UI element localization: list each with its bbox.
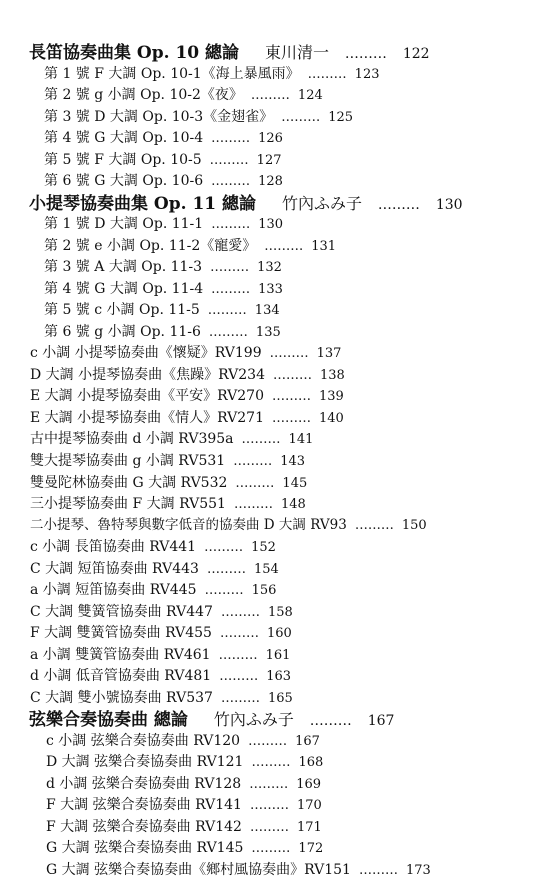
page-number: 138 <box>320 368 345 383</box>
toc-entry[interactable] <box>0 497 560 511</box>
entry-title: c 小調 弦樂合奏協奏曲 RV120 <box>46 733 241 749</box>
entry-title: 雙大提琴協奏曲 g 小調 RV531 <box>30 453 226 469</box>
page-number: 131 <box>311 239 337 254</box>
entry-title: G 大調 弦樂合奏協奏曲《鄉村風協奏曲》RV151 <box>46 862 351 878</box>
page-number: 143 <box>280 454 306 469</box>
page-number: 173 <box>405 863 431 878</box>
entry-title: 第 6 號 g 小調 Op. 11-6 <box>44 324 201 340</box>
leader-dots: ……… <box>249 820 289 835</box>
leader-dots: ……… <box>307 67 347 82</box>
page-number: 158 <box>267 605 293 620</box>
toc-entry[interactable] <box>0 540 560 554</box>
page-number: 127 <box>256 153 282 168</box>
entry-title: D 大調 小提琴協奏曲《焦躁》RV234 <box>30 367 265 383</box>
toc-entry[interactable] <box>0 863 560 877</box>
page-number: 170 <box>296 798 322 813</box>
leader-dots: ……… <box>250 88 290 103</box>
page-number: 156 <box>251 583 277 598</box>
entry-title: G 大調 弦樂合奏協奏曲 RV145 <box>46 840 244 856</box>
toc-entry[interactable] <box>0 325 560 339</box>
toc-entry[interactable] <box>0 777 560 791</box>
page-number: 167 <box>367 713 395 729</box>
toc-entry[interactable] <box>0 820 560 834</box>
page-number: 167 <box>295 734 320 749</box>
toc-entry[interactable] <box>0 626 560 640</box>
section-author: 竹內ふみ子 <box>213 710 294 729</box>
entry-title: 第 2 號 e 小調 Op. 11-2《寵愛》 <box>44 238 257 254</box>
section-author: 東川清一 <box>264 43 329 62</box>
page-number: 168 <box>298 755 324 770</box>
leader-dots: ……… <box>344 46 387 62</box>
toc-entry[interactable] <box>0 476 560 490</box>
page-number: 139 <box>319 389 344 404</box>
leader-dots: ……… <box>273 368 312 383</box>
leader-dots: ……… <box>207 303 247 318</box>
entry-title: 第 1 號 D 大調 Op. 11-1 <box>44 216 204 232</box>
leader-dots: ……… <box>272 411 311 426</box>
leader-dots: ……… <box>251 755 291 770</box>
toc-entry[interactable] <box>0 131 560 145</box>
entry-title: 第 2 號 g 小調 Op. 10-2《夜》 <box>44 87 243 103</box>
section-title: 長笛協奏曲集 Op. 10 總論 <box>29 43 240 63</box>
toc-entry[interactable] <box>0 519 560 533</box>
page-number: 148 <box>280 497 306 512</box>
entry-title: F 大調 雙簧管協奏曲 RV455 <box>30 625 212 641</box>
leader-dots: ……… <box>211 217 251 232</box>
toc-entry[interactable] <box>0 411 560 425</box>
leader-dots: ……… <box>377 197 420 213</box>
entry-title: 第 6 號 G 大調 Op. 10-6 <box>44 173 204 189</box>
toc-entry[interactable] <box>0 303 560 317</box>
toc-entry[interactable] <box>0 841 560 855</box>
entry-title: 三小提琴協奏曲 F 大調 RV551 <box>30 496 226 512</box>
leader-dots: ……… <box>218 648 258 663</box>
page-number: 172 <box>298 841 324 856</box>
page-number: 123 <box>354 67 380 82</box>
entry-title: 雙曼陀林協奏曲 G 大調 RV532 <box>30 475 228 491</box>
toc-entry[interactable] <box>0 562 560 576</box>
leader-dots: ……… <box>269 346 309 361</box>
toc-entry[interactable] <box>0 669 560 683</box>
toc-entry[interactable] <box>0 454 560 468</box>
page-number: 161 <box>265 648 291 663</box>
toc-entry[interactable] <box>0 174 560 188</box>
entry-title: 第 5 號 F 大調 Op. 10-5 <box>44 152 202 168</box>
leader-dots: ……… <box>233 454 273 469</box>
leader-dots: ……… <box>220 605 260 620</box>
page-number: 152 <box>251 540 276 555</box>
entry-title: 第 5 號 c 小調 Op. 11-5 <box>44 302 200 318</box>
leader-dots: ……… <box>233 497 273 512</box>
page-number: 137 <box>316 346 342 361</box>
entry-title: F 大調 弦樂合奏協奏曲 RV141 <box>46 797 242 813</box>
section-heading[interactable] <box>0 196 560 213</box>
entry-title: d 小調 弦樂合奏協奏曲 RV128 <box>46 776 242 792</box>
toc-entry[interactable] <box>0 67 560 81</box>
entry-title: 第 3 號 D 大調 Op. 10-3《金翅雀》 <box>44 109 274 125</box>
page-number: 140 <box>319 411 344 426</box>
page-number: 154 <box>253 562 279 577</box>
leader-dots: ……… <box>281 110 321 125</box>
leader-dots: ……… <box>211 282 251 297</box>
toc-entry[interactable] <box>0 260 560 274</box>
leader-dots: ……… <box>209 153 249 168</box>
entry-title: 第 4 號 G 大調 Op. 10-4 <box>44 130 204 146</box>
leader-dots: ……… <box>206 562 246 577</box>
page-number: 122 <box>402 46 430 62</box>
page-number: 132 <box>257 260 282 275</box>
toc-entry[interactable] <box>0 153 560 167</box>
toc-entry[interactable] <box>0 217 560 231</box>
page-number: 125 <box>328 110 354 125</box>
section-title: 弦樂合奏協奏曲 總論 <box>29 710 188 730</box>
page-number: 163 <box>266 669 292 684</box>
section-heading[interactable] <box>0 45 560 62</box>
leader-dots: ……… <box>208 325 248 340</box>
leader-dots: ……… <box>241 432 281 447</box>
entry-title: F 大調 弦樂合奏協奏曲 RV142 <box>46 819 242 835</box>
toc-entry[interactable] <box>0 239 560 253</box>
entry-title: 二小提琴、魯特琴與數字低音的協奏曲 D 大調 RV93 <box>30 517 347 533</box>
section-author: 竹內ふみ子 <box>281 194 362 213</box>
toc-entry[interactable] <box>0 734 560 748</box>
section-title: 小提琴協奏曲集 Op. 11 總論 <box>29 194 257 214</box>
leader-dots: ……… <box>251 841 291 856</box>
page-number: 130 <box>435 197 463 213</box>
leader-dots: ……… <box>219 669 259 684</box>
page-number: 124 <box>297 88 323 103</box>
leader-dots: ……… <box>249 777 289 792</box>
entry-title: d 小調 低音管協奏曲 RV481 <box>30 668 212 684</box>
page-number: 169 <box>296 777 322 792</box>
leader-dots: ……… <box>249 798 289 813</box>
leader-dots: ……… <box>211 131 251 146</box>
toc-entry[interactable] <box>0 346 560 360</box>
toc-entry[interactable] <box>0 798 560 812</box>
entry-title: c 小調 小提琴協奏曲《懷疑》RV199 <box>30 345 262 361</box>
toc-entry[interactable] <box>0 648 560 662</box>
toc-entry[interactable] <box>0 389 560 403</box>
leader-dots: ……… <box>204 540 244 555</box>
leader-dots: ……… <box>211 174 251 189</box>
leader-dots: ……… <box>264 239 304 254</box>
page-number: 160 <box>266 626 292 641</box>
leader-dots: ……… <box>235 476 275 491</box>
entry-title: 第 4 號 G 大調 Op. 11-4 <box>44 281 204 297</box>
leader-dots: ……… <box>210 260 250 275</box>
toc-entry[interactable] <box>0 583 560 597</box>
toc-entry[interactable] <box>0 605 560 619</box>
leader-dots: ……… <box>204 583 244 598</box>
page-number: 141 <box>288 432 314 447</box>
page-number: 145 <box>282 476 308 491</box>
entry-title: c 小調 長笛協奏曲 RV441 <box>30 539 197 555</box>
entry-title: 第 1 號 F 大調 Op. 10-1《海上暴風雨》 <box>44 66 300 82</box>
page-number: 165 <box>267 691 293 706</box>
page-number: 128 <box>258 174 283 189</box>
entry-title: 第 3 號 A 大調 Op. 11-3 <box>44 259 203 275</box>
toc-entry[interactable] <box>0 691 560 705</box>
page-number: 135 <box>255 325 281 340</box>
leader-dots: ……… <box>354 518 394 533</box>
toc-entry[interactable] <box>0 368 560 382</box>
entry-title: C 大調 雙小號協奏曲 RV537 <box>30 690 213 706</box>
page-number: 134 <box>254 303 280 318</box>
page-number: 130 <box>258 217 284 232</box>
entry-title: C 大調 短笛協奏曲 RV443 <box>30 561 199 577</box>
entry-title: a 小調 短笛協奏曲 RV445 <box>30 582 197 598</box>
leader-dots: ……… <box>248 734 288 749</box>
entry-title: C 大調 雙簧管協奏曲 RV447 <box>30 604 213 620</box>
toc-entry[interactable] <box>0 432 560 446</box>
entry-title: E 大調 小提琴協奏曲《情人》RV271 <box>30 410 264 426</box>
toc-entry[interactable] <box>0 88 560 102</box>
leader-dots: ……… <box>220 691 260 706</box>
entry-title: 古中提琴協奏曲 d 小調 RV395a <box>30 431 234 447</box>
toc-entry[interactable] <box>0 755 560 769</box>
page-number: 171 <box>296 820 322 835</box>
entry-title: D 大調 弦樂合奏協奏曲 RV121 <box>46 754 244 770</box>
page-number: 150 <box>401 518 427 533</box>
leader-dots: ……… <box>272 389 311 404</box>
page-number: 133 <box>258 282 283 297</box>
entry-title: a 小調 雙簧管協奏曲 RV461 <box>30 647 211 663</box>
page-number: 126 <box>258 131 283 146</box>
section-heading[interactable] <box>0 712 560 729</box>
leader-dots: ……… <box>309 713 352 729</box>
leader-dots: ……… <box>219 626 259 641</box>
toc-entry[interactable] <box>0 110 560 124</box>
leader-dots: ……… <box>358 863 398 878</box>
toc-entry[interactable] <box>0 282 560 296</box>
entry-title: E 大調 小提琴協奏曲《平安》RV270 <box>30 388 264 404</box>
